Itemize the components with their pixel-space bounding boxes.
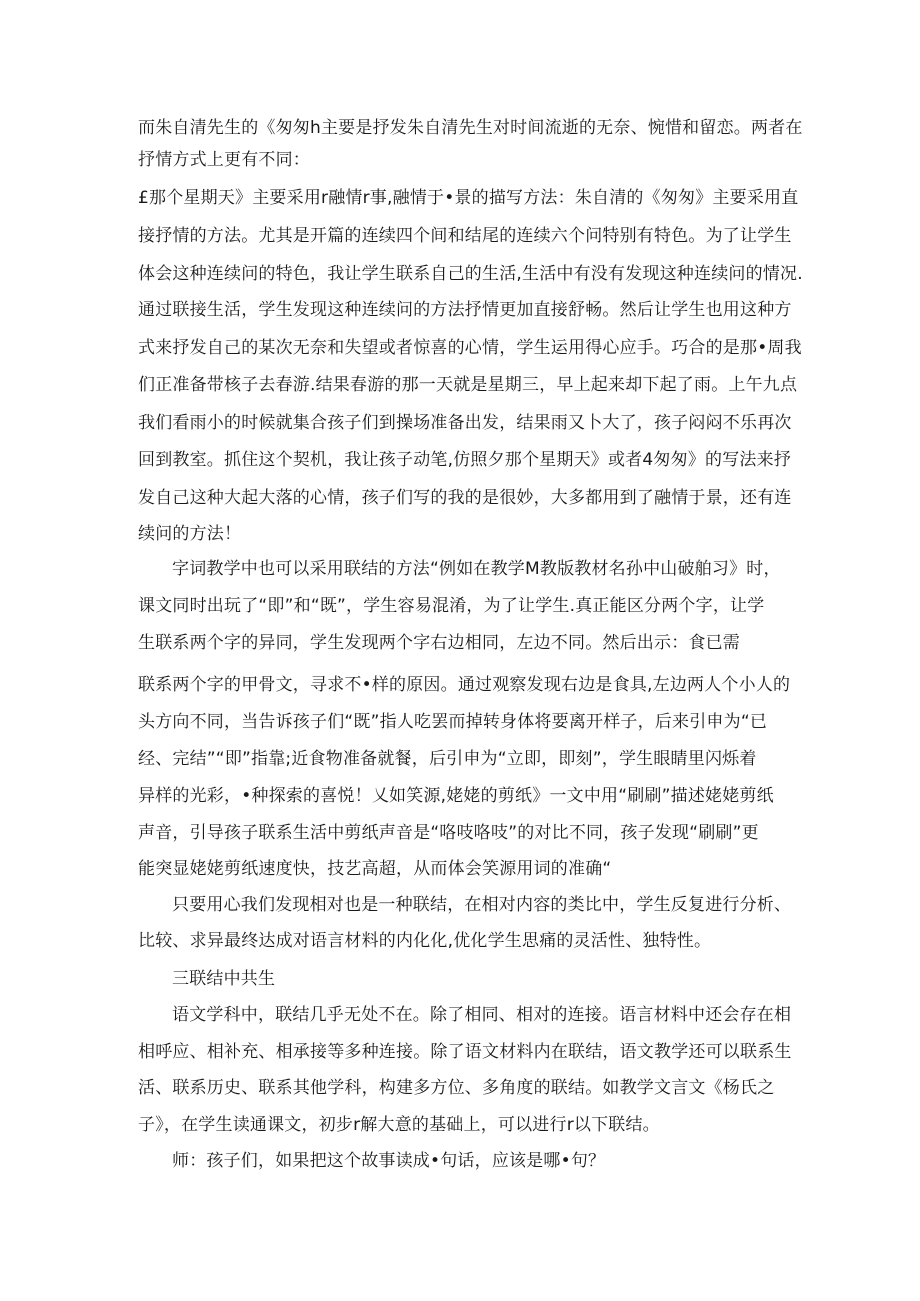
text-line: 子》，在学生读通课文，初步r解大意的基础上，可以进行r以下联结。 (138, 1115, 660, 1135)
paragraph-start-line: 字词教学中也可以采用联结的方法“例如在教学M教版教材名孙中山破舶习》时， (172, 559, 781, 579)
text-line: 异样的光彩，•种探索的喜悦！乂如笑源,姥姥的剪纸》一文中用“刷刷”描述姥姥剪纸 (138, 786, 774, 806)
text-line: 式来抒发自己的某次无奈和失望或者惊喜的心情，学生运用得心应手。巧合的是那•周我 (138, 338, 802, 358)
paragraph-start-line: 只要用心我们发现相对也是一种联结，在相对内容的类比中，学生反复进行分析、 (172, 895, 792, 915)
text-line: 比较、求异最终达成对语言材料的内化化,优化学生思痛的灵活性、独特性。 (138, 931, 712, 951)
text-line: £那个星期天》主要采用r融情r事,融情于•景的描写方法：朱自清的《匆匆》主要采用直 (138, 188, 799, 208)
text-line: 活、联系历史、联系其他学科，构建多方位、多角度的联结。如教学文言文《杨氏之 (138, 1078, 775, 1098)
text-line: 而朱自清先生的《匆匆h主要是抒发朱自清先生对时间流逝的无奈、惋惜和留恋。两者在 (138, 118, 803, 138)
text-line: 我们看雨小的时候就集合孩子们到操场准备出发，结果雨又卜大了，孩子闷闷不乐再次 (138, 413, 792, 433)
paragraph-start-line: 师：孩子们，如果把这个故事读成•句话，应该是哪•句？ (172, 1151, 606, 1171)
text-line: 发自己这种大起大落的心情，孩子们写的我的是很妙，大多都用到了融情于景，还有连 (138, 488, 792, 508)
paragraph-start-line: 语文学科中，联结几乎无处不在。除了相同、相对的连接。语言材料中还会存在相 (172, 1005, 792, 1025)
section-heading: 三联结中共生 (172, 969, 276, 989)
text-line: 经、完结”“即”指靠;近食物准备就餐，后引申为“立即，即刻”，学生眼睛里闪烁着 (138, 749, 757, 769)
text-line: 能突显姥姥剪纸速度快，技艺高超，从而体会笑源用词的准确“ (138, 859, 612, 879)
text-line: 声音，引导孩子联系生活中剪纸声音是“咯吱咯吱”的对比不同，孩子发现“刷刷”更 (138, 823, 759, 843)
text-line: 们正准备带核子去春游.结果春游的那一天就是星期三，早上起来却下起了雨。上午九点 (138, 375, 798, 395)
text-line: 接抒情的方法。尤其是开篇的连续四个间和结尾的连续六个问特别有特色。为了让学生 (138, 226, 792, 246)
text-line: 体会这种连续问的特色，我让学生联系自己的生活,生活中有没有发现这种连续问的情况. (138, 264, 803, 284)
text-line: 课文同时出玩了“即”和“既”，学生容易混淆，为了让学生.真正能区分两个字，让学 (138, 596, 765, 616)
text-line: 生联系两个字的异同，学生发现两个字右边相同，左边不同。然后出示：食已需 (138, 633, 740, 653)
text-line: 回到教室。抓住这个契机，我让孩子动笔,仿照夕那个星期天》或者4匆匆》的写法来抒 (138, 450, 792, 470)
text-line: 通过联接生活，学生发现这种连续问的方法抒情更加直接舒畅。然后让学生也用这种方 (138, 300, 792, 320)
text-line: 头方向不同，当告诉孩子们“既”指人吃罢而掉转身体将要离开样子，后来引申为“已 (138, 712, 768, 732)
text-line: 相呼应、相补充、相承接等多种连接。除了语文材料内在联结，语文教学还可以联系生 (138, 1042, 792, 1062)
text-line: 抒情方式上更有不同： (138, 150, 310, 170)
text-line: 联系两个字的甲骨文，寻求不•样的原因。通过观察发现右边是食具,左边两人个小人的 (138, 675, 791, 695)
text-line: 续问的方法！ (138, 524, 242, 544)
